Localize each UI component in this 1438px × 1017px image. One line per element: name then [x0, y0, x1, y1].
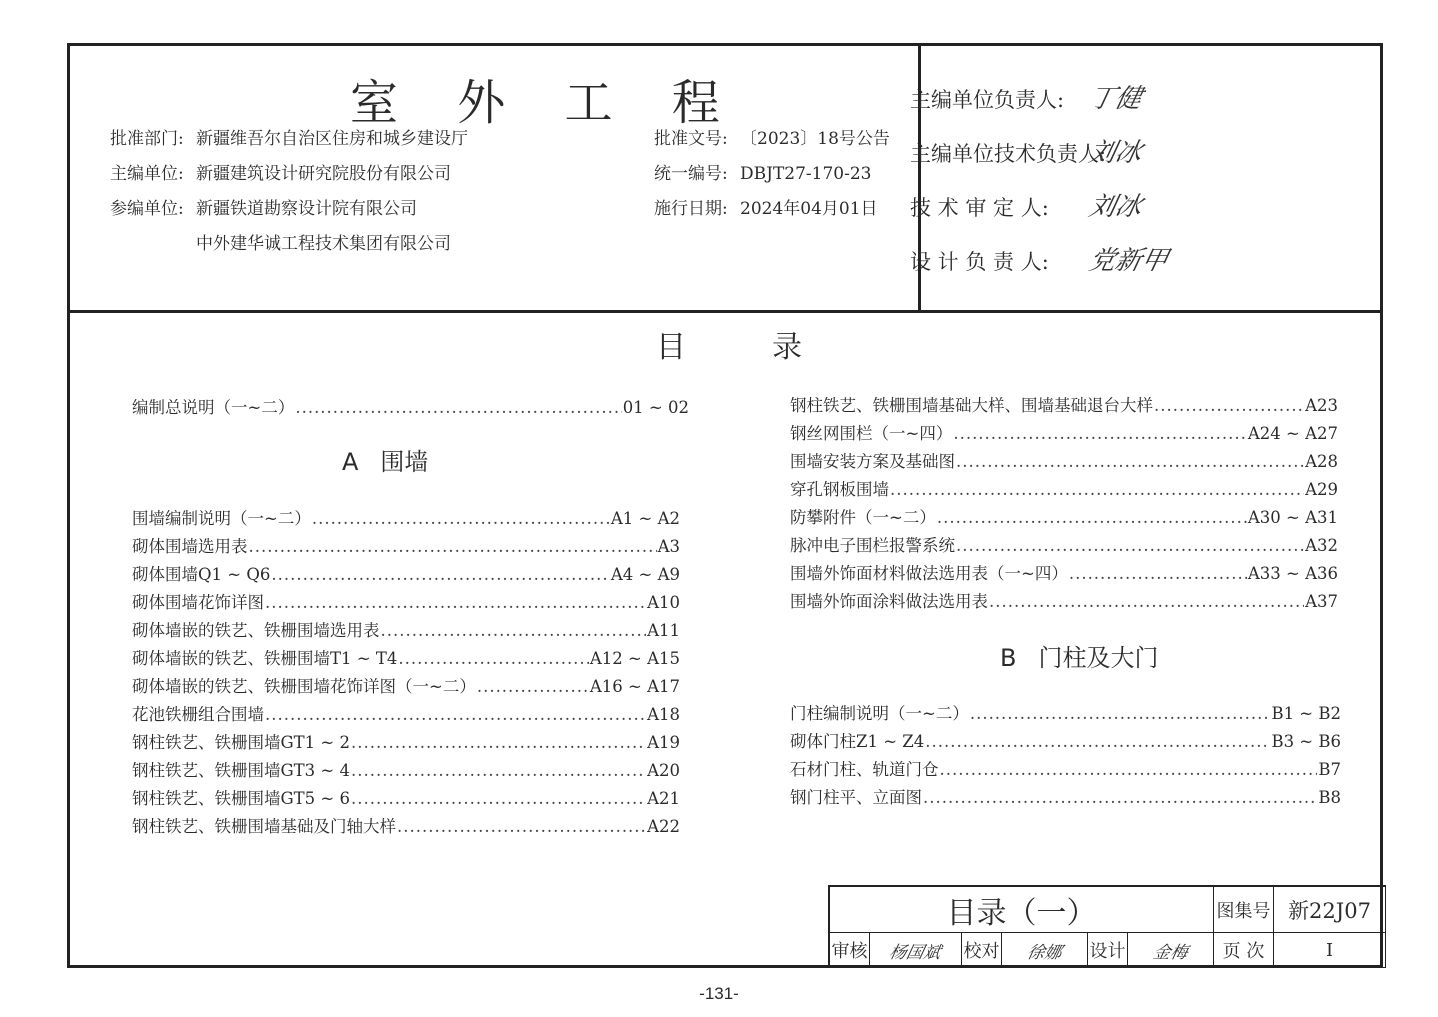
toc-entry-text: 穿孔钢板围墙	[790, 480, 889, 499]
leader-dots	[265, 593, 646, 612]
leader-dots	[381, 621, 647, 640]
leader-dots	[397, 817, 646, 836]
toc-entry-text: 砌体围墙Q1 ~ Q6	[132, 565, 271, 584]
toc-row[interactable]	[132, 561, 680, 589]
editor-unit-label: 主编单位:	[110, 164, 184, 184]
toc-row[interactable]	[790, 476, 1338, 504]
toc-entry-page: A33 ~ A36	[1247, 564, 1338, 583]
leader-dots	[925, 732, 1270, 751]
toc-row[interactable]	[132, 617, 680, 645]
toc-entry-page: A16 ~ A17	[589, 677, 680, 696]
leader-dots	[477, 677, 589, 696]
effective-date-label: 施行日期:	[654, 199, 728, 219]
section-b-heading	[1000, 638, 1158, 673]
toc-entry-page: A21	[647, 789, 680, 808]
toc-entry-page: B1 ~ B2	[1271, 704, 1341, 723]
design-signature	[1128, 933, 1214, 968]
title-block	[828, 885, 1386, 968]
toc-row[interactable]	[790, 756, 1341, 784]
toc-entry-page: A3	[657, 537, 680, 556]
toc-row[interactable]	[790, 700, 1341, 728]
toc-entry-text: 钢柱铁艺、铁栅围墙GT5 ~ 6	[132, 789, 350, 808]
leader-dots	[351, 761, 646, 780]
toc-row[interactable]	[790, 504, 1338, 532]
toc-entry-text: 门柱编制说明（一~二）	[790, 704, 969, 723]
leader-dots	[989, 592, 1304, 611]
page-no-label: 页 次	[1214, 933, 1274, 968]
leader-dots	[312, 509, 610, 528]
toc-row[interactable]	[132, 394, 689, 422]
toc-entry-page: B7	[1318, 760, 1341, 779]
participant-label: 参编单位:	[110, 199, 184, 219]
participant-1: 新疆铁道勘察设计院有限公司	[196, 199, 417, 219]
toc-section-a-right	[790, 392, 1338, 616]
check-signature-mark: 徐娜	[1024, 942, 1064, 963]
review-signature-mark: 杨国斌	[887, 942, 943, 963]
section-b-name: 门柱及大门	[1038, 644, 1159, 672]
toc-entry-page: A1 ~ A2	[610, 509, 680, 528]
section-a-heading	[342, 442, 428, 477]
signature-role-editor-head: 主编单位负责人:	[910, 88, 1065, 112]
header-divider	[70, 310, 1380, 313]
toc-entry-page: A37	[1305, 592, 1338, 611]
toc-entry-page: A12 ~ A15	[589, 649, 680, 668]
page-number: -131-	[699, 984, 739, 1003]
toc-row[interactable]	[132, 505, 680, 533]
toc-entry-page: A19	[647, 733, 680, 752]
leader-dots	[890, 480, 1304, 499]
toc-entry-page: A4 ~ A9	[610, 565, 680, 584]
check-label: 校对	[962, 933, 1002, 968]
toc-row[interactable]	[132, 589, 680, 617]
toc-row[interactable]	[132, 673, 680, 701]
leader-dots	[937, 508, 1247, 527]
toc-entry-text: 砌体门柱Z1 ~ Z4	[790, 732, 925, 751]
toc-entry-text: 钢柱铁艺、铁栅围墙GT3 ~ 4	[132, 761, 350, 780]
design-label: 设计	[1088, 933, 1128, 968]
approval-no: 〔2023〕18号公告	[740, 129, 890, 149]
toc-entry-page: A22	[647, 817, 680, 836]
leader-dots	[1154, 396, 1304, 415]
toc-entry-page: B3 ~ B6	[1271, 732, 1341, 751]
signature-role-reviewer: 技 术 审 定 人:	[910, 196, 1049, 220]
leader-dots	[249, 537, 657, 556]
signature-role-tech-head: 主编单位技术负责人:	[910, 142, 1107, 166]
toc-row[interactable]	[132, 729, 680, 757]
toc-entry-text: 围墙安装方案及基础图	[790, 452, 955, 471]
review-signature	[870, 933, 962, 968]
toc-entry-page: A30 ~ A31	[1247, 508, 1338, 527]
toc-entry-text: 围墙外饰面涂料做法选用表	[790, 592, 988, 611]
section-a-name: 围墙	[380, 448, 429, 476]
unified-no: DBJT27-170-23	[740, 164, 872, 184]
toc-row[interactable]	[790, 392, 1338, 420]
toc-entry-text: 编制总说明（一~二）	[132, 398, 295, 417]
toc-entry-text: 脉冲电子围栏报警系统	[790, 536, 955, 555]
toc-entry-text: 砌体墙嵌的铁艺、铁栅围墙T1 ~ T4	[132, 649, 398, 668]
leader-dots	[953, 424, 1247, 443]
atlas-no-label: 图集号	[1214, 887, 1274, 933]
toc-row[interactable]	[790, 588, 1338, 616]
signature-mark-editor-head: 丁健	[1086, 84, 1145, 114]
drawing-frame	[67, 43, 1383, 968]
toc-row[interactable]	[132, 701, 680, 729]
toc-row[interactable]	[132, 757, 680, 785]
toc-entry-page: A23	[1305, 396, 1338, 415]
approval-dept: 新疆维吾尔自治区住房和城乡建设厅	[196, 129, 468, 149]
section-a-letter: A	[342, 448, 359, 476]
leader-dots	[398, 649, 589, 668]
toc-row[interactable]	[132, 533, 680, 561]
toc-entry-page: A20	[647, 761, 680, 780]
toc-entry-text: 砌体墙嵌的铁艺、铁栅围墙花饰详图（一~二）	[132, 677, 476, 696]
toc-entry-page: A32	[1305, 536, 1338, 555]
toc-entry-text: 钢柱铁艺、铁栅围墙基础大样、围墙基础退台大样	[790, 396, 1153, 415]
leader-dots	[956, 452, 1304, 471]
toc-entry-text: 砌体墙嵌的铁艺、铁栅围墙选用表	[132, 621, 380, 640]
toc-entry-text: 砌体围墙花饰详图	[132, 593, 264, 612]
toc-row[interactable]	[132, 813, 680, 841]
leader-dots	[351, 733, 646, 752]
check-signature	[1002, 933, 1088, 968]
leader-dots	[940, 760, 1318, 779]
toc-row[interactable]	[790, 728, 1341, 756]
review-label: 审核	[830, 933, 870, 968]
toc-entry-text: 钢丝网围栏（一~四）	[790, 424, 953, 443]
atlas-no: 新22J07	[1274, 887, 1386, 933]
toc-entry-text: 钢门柱平、立面图	[790, 788, 922, 807]
toc-row[interactable]	[790, 560, 1338, 588]
leader-dots	[271, 565, 609, 584]
toc-row[interactable]	[790, 532, 1338, 560]
page-no: I	[1274, 933, 1386, 968]
leader-dots	[923, 788, 1317, 807]
leader-dots	[956, 536, 1304, 555]
toc-row[interactable]	[132, 785, 680, 813]
toc-entry-text: 钢柱铁艺、铁栅围墙基础及门轴大样	[132, 817, 396, 836]
approval-info-right	[654, 122, 890, 227]
signature-mark-tech-head: 刘冰	[1086, 138, 1145, 168]
unified-no-label: 统一编号:	[654, 164, 728, 184]
toc-section-b	[790, 700, 1341, 812]
approval-dept-label: 批准部门:	[110, 129, 184, 149]
toc-row[interactable]	[790, 784, 1341, 812]
signature-mark-design-head: 党新甲	[1086, 246, 1171, 276]
toc-row[interactable]	[132, 645, 680, 673]
toc-entry-page: B8	[1318, 788, 1341, 807]
toc-entry-page: A11	[647, 621, 680, 640]
toc-row[interactable]	[790, 448, 1338, 476]
toc-entry-page: A29	[1305, 480, 1338, 499]
toc-entry-text: 围墙编制说明（一~二）	[132, 509, 311, 528]
toc-title: 目录	[656, 330, 888, 365]
toc-entry-text: 石材门柱、轨道门仓	[790, 760, 939, 779]
toc-entry-page: A10	[647, 593, 680, 612]
toc-row[interactable]	[790, 420, 1338, 448]
section-b-letter: B	[1000, 644, 1017, 672]
toc-entry-text: 围墙外饰面材料做法选用表（一~四）	[790, 564, 1068, 583]
approval-no-label: 批准文号:	[654, 129, 728, 149]
toc-intro	[132, 394, 689, 422]
toc-entry-page: A18	[647, 705, 680, 724]
toc-entry-page: 01 ~ 02	[622, 398, 689, 417]
design-signature-mark: 金梅	[1150, 942, 1190, 963]
sheet-title: 目录（一）	[830, 887, 1214, 933]
effective-date: 2024年04月01日	[740, 199, 878, 219]
signature-mark-reviewer: 刘冰	[1086, 192, 1145, 222]
toc-entry-page: A28	[1305, 452, 1338, 471]
signature-role-design-head: 设 计 负 责 人:	[910, 250, 1049, 274]
toc-section-a-left	[132, 505, 680, 841]
toc-entry-text: 防攀附件（一~二）	[790, 508, 936, 527]
toc-entry-text: 钢柱铁艺、铁栅围墙GT1 ~ 2	[132, 733, 350, 752]
toc-entry-page: A24 ~ A27	[1247, 424, 1338, 443]
approval-info-left	[110, 122, 468, 262]
document-title: 室 外 工 程	[350, 75, 742, 131]
leader-dots	[1069, 564, 1247, 583]
leader-dots	[295, 398, 621, 417]
leader-dots	[351, 789, 646, 808]
toc-entry-text: 花池铁栅组合围墙	[132, 705, 264, 724]
leader-dots	[970, 704, 1271, 723]
editor-unit: 新疆建筑设计研究院股份有限公司	[196, 164, 451, 184]
leader-dots	[265, 705, 646, 724]
participant-2: 中外建华诚工程技术集团有限公司	[196, 234, 451, 254]
toc-entry-text: 砌体围墙选用表	[132, 537, 248, 556]
